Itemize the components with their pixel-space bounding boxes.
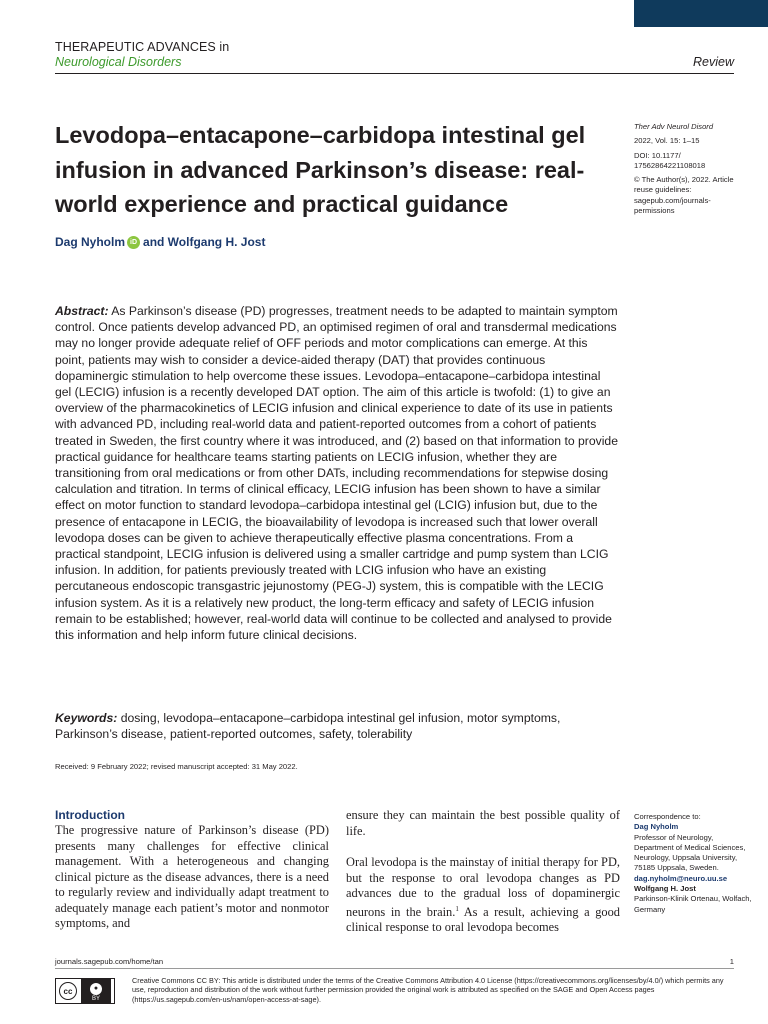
body-paragraph bbox=[346, 855, 620, 936]
cc-icon: cc bbox=[59, 982, 77, 1000]
license-text: Creative Commons CC BY: This article is distributed under the terms of the Creative Commons Attribution 4.0 License (https://creativecommons.org/licenses/by/4.0/) which permits any use, reproduction and distribution of the work without further permission provided the original work is attributed as specified on the SAGE and Open Access pages (https://us.sagepub.com/en-us/nam/open-access-at-sage). bbox=[132, 976, 724, 1004]
correspondence-affiliation-2: Parkinson-Klinik Ortenau, Wolfach, Germany bbox=[634, 894, 752, 914]
body-paragraph: ensure they can maintain the best possible quality of life. bbox=[346, 808, 620, 838]
keywords-label: Keywords: bbox=[55, 711, 118, 725]
section-heading-introduction: Introduction bbox=[55, 808, 125, 822]
body-column-2 bbox=[346, 808, 620, 952]
keywords-text: dosing, levodopa–entacapone–carbidopa intestinal gel infusion, motor symptoms, Parkinson’s disease, patient-reported outcomes, safety, tolerability bbox=[55, 711, 561, 742]
body-text: Oral levodopa is the mainstay of initial therapy for PD, but the response to oral levodopa changes as PD advances due to the gradual loss of dopaminergic neurons in the brain. bbox=[346, 855, 620, 919]
abstract bbox=[55, 303, 618, 643]
by-label: BY bbox=[91, 996, 100, 1002]
body-text: As a result, achieving a good clinical response to oral levodopa becomes bbox=[346, 904, 620, 935]
copyright-notice: © The Author(s), 2022. Article reuse guidelines: sagepub.com/journals-permissions bbox=[634, 175, 734, 216]
doi[interactable]: DOI: 10.1177/ 17562864221108018 bbox=[634, 150, 706, 170]
body-paragraph: The progressive nature of Parkinson’s disease (PD) presents many challenges for effective clinical management. With a heterogeneous and changing clinical picture as the disease advances, there is a need to regularly review and individually adapt treatment to adequately manage each patient’s motor and nonmotor symptoms, and bbox=[55, 823, 329, 930]
header-color-bar bbox=[634, 0, 768, 27]
keywords bbox=[55, 710, 618, 742]
journal-name-line2: Neurological Disorders bbox=[55, 55, 182, 69]
author-line bbox=[55, 235, 265, 249]
journal-name-line1: THERAPEUTIC ADVANCES in bbox=[55, 40, 230, 54]
person-icon: ● bbox=[90, 983, 102, 995]
correspondence-email[interactable]: dag.nyholm@neuro.uu.se bbox=[634, 873, 728, 883]
orcid-icon[interactable]: iD bbox=[127, 236, 140, 249]
footer-divider bbox=[55, 968, 734, 969]
article-metadata bbox=[634, 122, 746, 220]
author-name-rest[interactable]: and Wolfgang H. Jost bbox=[143, 235, 266, 249]
by-attribution-icon bbox=[81, 979, 111, 1003]
header-divider bbox=[55, 73, 734, 74]
correspondence-label: Correspondence to: bbox=[634, 812, 701, 821]
reference-marker[interactable]: 1 bbox=[455, 904, 459, 913]
journal-name bbox=[55, 40, 229, 70]
page-number: 1 bbox=[729, 957, 734, 966]
cc-by-license-badge[interactable] bbox=[55, 978, 115, 1004]
correspondence-name-1: Dag Nyholm bbox=[634, 822, 679, 832]
abstract-text: As Parkinson’s disease (PD) progresses, treatment needs to be adapted to maintain symptom control. Once patients develop advanced PD, an optimised regimen of oral and transdermal medications may no longer provide adequate relief of OFF periods and motor complications can emerge. At this point, patients may wish to consider a device-aided therapy (DAT) that provides continuous dopaminergic stimulation to help overcome these issues. Levodopa–entacapone–carbidopa intestinal gel (LECIG) infusion is a recently developed DAT option. The aim of this article is twofold: (1) to give an overview of the pharmacokinetics of LECIG infusion and clinical experience to date of its use in patients with advanced PD, including real-world data and patient-reported outcomes from a cohort of patients treated in Sweden, the first country where it was introduced, and (2) based on that information to provide practical guidance for healthcare teams starting patients on LECIG infusion, whether they are transitioning from oral medications or from other DATs, including recommendations for stepwise dosing calculation and titration. In terms of clinical efficacy, LECIG infusion has been shown to have a similar effect on motor function to standard levodopa–carbidopa intestinal gel (LCIG) infusion but, due to the presence of entacapone in LECIG, the bioavailability of levodopa is increased such that lower overall levodopa doses can be given to achieve therapeutically effective plasma concentrations. From a practical standpoint, LECIG infusion is delivered using a smaller cartridge and pump system than LCIG infusion. In addition, for patients previously treated with LCIG infusion who have an existing percutaneous endoscopic transgastric jejunostomy (PEG-J) system, this is compatible with the LECIG infusion system. As it is a relatively new product, the long-term efficacy and safety of LECIG infusion remain to be established; however, real-world data will continue to be collected and analysed to provide this information and help inform future clinical decisions. bbox=[55, 304, 618, 643]
journal-abbreviation: Ther Adv Neurol Disord bbox=[634, 122, 714, 131]
correspondence bbox=[634, 812, 752, 915]
article-type: Review bbox=[693, 55, 734, 69]
volume-info: 2022, Vol. 15: 1–15 bbox=[634, 136, 700, 146]
author-name-1[interactable]: Dag Nyholm bbox=[55, 235, 126, 249]
body-column-1 bbox=[55, 808, 329, 948]
journal-url[interactable]: journals.sagepub.com/home/tan bbox=[55, 957, 164, 966]
abstract-label: Abstract: bbox=[55, 304, 109, 318]
correspondence-name-2: Wolfgang H. Jost bbox=[634, 884, 696, 894]
correspondence-affiliation-1: Professor of Neurology, Department of Medical Sciences, Neurology, Uppsala University, 75185 Uppsala, Sweden. bbox=[634, 832, 746, 873]
article-title: Levodopa–entacapone–carbidopa intestinal gel infusion in advanced Parkinson’s disease: real-world experience and practical guidance bbox=[55, 122, 586, 217]
received-dates: Received: 9 February 2022; revised manuscript accepted: 31 May 2022. bbox=[55, 762, 298, 771]
